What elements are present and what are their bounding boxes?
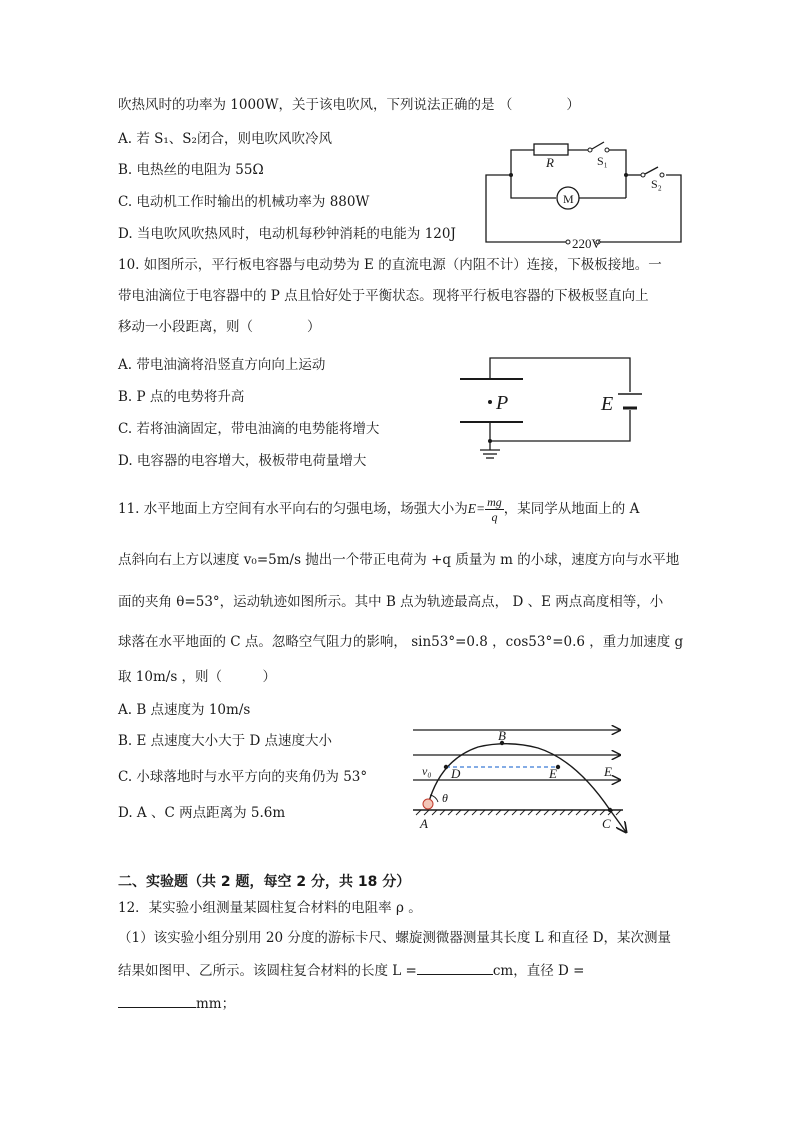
q9-option-d: D. 当电吹风吹热风时，电动机每秒钟消耗的电能为 120J [118,226,456,242]
q11-eq-lhs: E= [467,501,486,516]
q11-stem-line5: 取 10m/s ，则（ ） [118,669,277,685]
q9-option-a: A. 若 S₁、S₂闭合，则电吹风吹冷风 [118,131,332,147]
q10-option-a: A. 带电油滴将沿竖直方向向上运动 [118,357,326,373]
ground-icon [480,450,500,458]
label-s1: S₁ [597,154,608,168]
q11-option-d: D. A 、C 两点距离为 5.6m [118,805,286,821]
q11-option-b: B. E 点速度大小大于 D 点速度大小 [118,733,333,749]
resistor-r [534,144,568,155]
ball [423,799,433,809]
label-d: D [451,766,461,781]
label-e-field: E [604,764,612,779]
q12-stem-line2: （1）该实验小组分别用 20 分度的游标卡尺、螺旋测微器测量其长度 L 和直径 D，某次测量 [118,930,672,946]
q11-stem-line3: 面的夹角 θ=53°，运动轨迹如图所示。其中 B 点为轨迹最高点， D 、E 两点高度相等，小 [118,594,664,610]
q10-stem-line1: 10. 如图所示，平行板电容器与电动势为 E 的直流电源（内阻不计）连接，下极板接地。一 [118,257,662,273]
q9-option-c: C. 电动机工作时输出的机械功率为 880W [118,194,370,210]
label-220v: 220V [572,236,601,251]
q12-stem-line1: 12．某实验小组测量某圆柱复合材料的电阻率 ρ 。 [118,900,422,916]
q11-fraction [485,495,504,524]
trajectory-curve [428,744,626,832]
label-p: P [496,392,509,414]
section-title-experiments: 二、实验题（共 2 题，每空 2 分，共 18 分） [118,874,411,890]
label-b: B [498,728,506,743]
label-v0: v₀ [422,764,432,778]
q10-stem-line2: 带电油滴位于电容器中的 P 点且恰好处于平衡状态。现将平行板电容器的下极板竖直向上 [118,288,649,304]
label-m: M [563,192,574,206]
q11-stem-post: ，某同学从地面上的 A [503,501,640,517]
q10-option-c: C. 若将油滴固定，带电油滴的电势能将增大 [118,421,380,437]
label-theta: θ [442,791,448,805]
label-e-point: E [549,766,557,781]
q10-capacitor-diagram [455,352,640,467]
q11-frac-num: mg [487,495,502,509]
point-p-dot [488,400,492,404]
q10-option-b: B. P 点的电势将升高 [118,389,245,405]
q11-stem-line4: 球落在水平地面的 C 点。忽略空气阻力的影响， sin53°=0.8 ，cos53°=0.6 ，重力加速度 g [118,634,684,650]
q10-option-d: D. 电容器的电容增大，极板带电荷量增大 [118,453,367,469]
answer-blank-length[interactable] [417,960,493,975]
q11-stem-pre: 11. 水平地面上方空间有水平向右的匀强电场，场强大小为 [118,501,468,517]
q12-line3-mid: cm，直径 D = [492,963,585,979]
switch-s2 [645,167,658,174]
q11-stem-line2: 点斜向右上方以速度 v₀=5m/s 抛出一个带正电荷为 +q 质量为 m 的小球，速度方向与水平地 [118,552,680,568]
q11-option-c: C. 小球落地时与水平方向的夹角仍为 53° [118,769,368,785]
q11-frac-den: q [491,510,498,524]
q11-option-a: A. B 点速度为 10m/s [118,702,251,718]
q10-stem-line3: 移动一小段距离，则（ ） [118,319,321,335]
label-r: R [546,155,554,170]
label-s2: S₂ [651,177,662,191]
label-e: E [601,393,614,415]
q11-stem-line1 [118,495,639,524]
q9-circuit-diagram [486,140,686,250]
q12-stem-line3 [118,960,584,981]
label-c: C [602,816,611,831]
q12-line3-pre: 结果如图甲、乙所示。该圆柱复合材料的长度 L = [118,963,417,979]
q12-stem-line4 [118,993,235,1014]
label-a: A [420,816,428,831]
q12-line4-post: mm； [196,996,236,1012]
switch-s1 [592,142,604,149]
q9-stem-tail: 吹热风时的功率为 1000W，关于该电吹风，下列说法正确的是 （ ） [118,97,580,113]
answer-blank-diameter[interactable] [118,993,196,1008]
q11-trajectory-diagram [408,720,638,845]
q9-option-b: B. 电热丝的电阻为 55Ω [118,162,264,178]
